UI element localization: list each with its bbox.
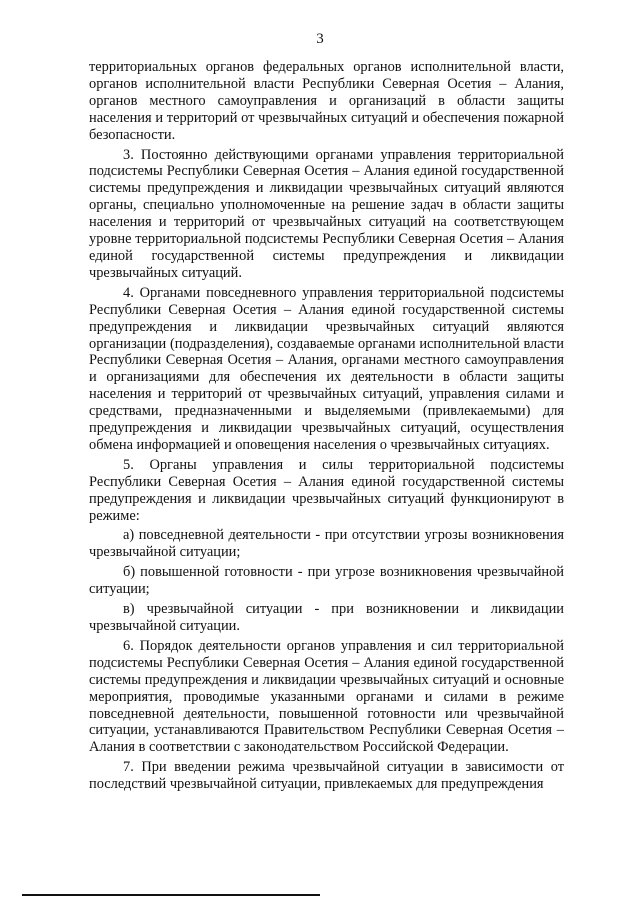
document-body [89,59,564,796]
page-number: 3 [316,31,324,47]
paragraph-4: 4. Органами повседневного управления территориальной подсистемы Республики Северная Осетия – Алания единой государственной системы предупреждения и ликвидации чрезвычайных ситуаций являются организации (подразделения), создаваемые органами исполнительной власти Республики Северная Осетия – Алания, органами местного самоуправления и организациями для обеспечения их деятельности в области защиты населения и территорий от чрезвычайных ситуаций, управления силами и средствами, предназначенными и выделяемыми (привлекаемыми) для предупреждения и ликвидации чрезвычайных ситуаций, осуществления обмена информацией и оповещения населения о чрезвычайных ситуациях. [89,284,564,453]
paragraph-continuation: территориальных органов федеральных органов исполнительной власти, органов исполнительной власти Республики Северная Осетия – Алания, органов местного самоуправления и организаций в области защиты населения и территорий от чрезвычайных ситуаций и обеспечения пожарной безопасности. [89,59,564,143]
paragraph-5: 5. Органы управления и силы территориальной подсистемы Республики Северная Осетия – Алания единой государственной системы предупреждения и ликвидации чрезвычайных ситуаций функционируют в режиме: [89,456,564,524]
paragraph-5b: б) повышенной готовности - при угрозе возникновения чрезвычайной ситуации; [89,564,564,598]
paragraph-3: 3. Постоянно действующими органами управления территориальной подсистемы Республики Северная Осетия – Алания единой государственной системы предупреждения и ликвидации чрезвычайных ситуаций являются органы, специально уполномоченные на решение задач в области защиты населения и территорий от чрезвычайных ситуаций на соответствующем уровне территориальной подсистемы Республики Северная Осетия – Алания единой государственной системы предупреждения и ликвидации чрезвычайных ситуаций. [89,146,564,281]
paragraph-7: 7. При введении режима чрезвычайной ситуации в зависимости от последствий чрезвычайной ситуации, привлекаемых для предупреждения [89,759,564,793]
paragraph-5c: в) чрезвычайной ситуации - при возникновении и ликвидации чрезвычайной ситуации. [89,601,564,634]
paragraph-6: 6. Порядок деятельности органов управления и сил территориальной подсистемы Республики Северная Осетия – Алания единой государственной системы предупреждения и ликвидации чрезвычайных ситуаций и основные мероприятия, проводимые указанными органами и силами в режиме повседневной деятельности, повышенной готовности или чрезвычайной ситуации, устанавливаются Правительством Республики Северная Осетия – Алания в соответствии с законодательством Российской Федерации. [89,637,564,756]
bottom-rule [22,894,320,896]
paragraph-5a: а) повседневной деятельности - при отсутствии угрозы возникновения чрезвычайной ситуации; [89,527,564,561]
